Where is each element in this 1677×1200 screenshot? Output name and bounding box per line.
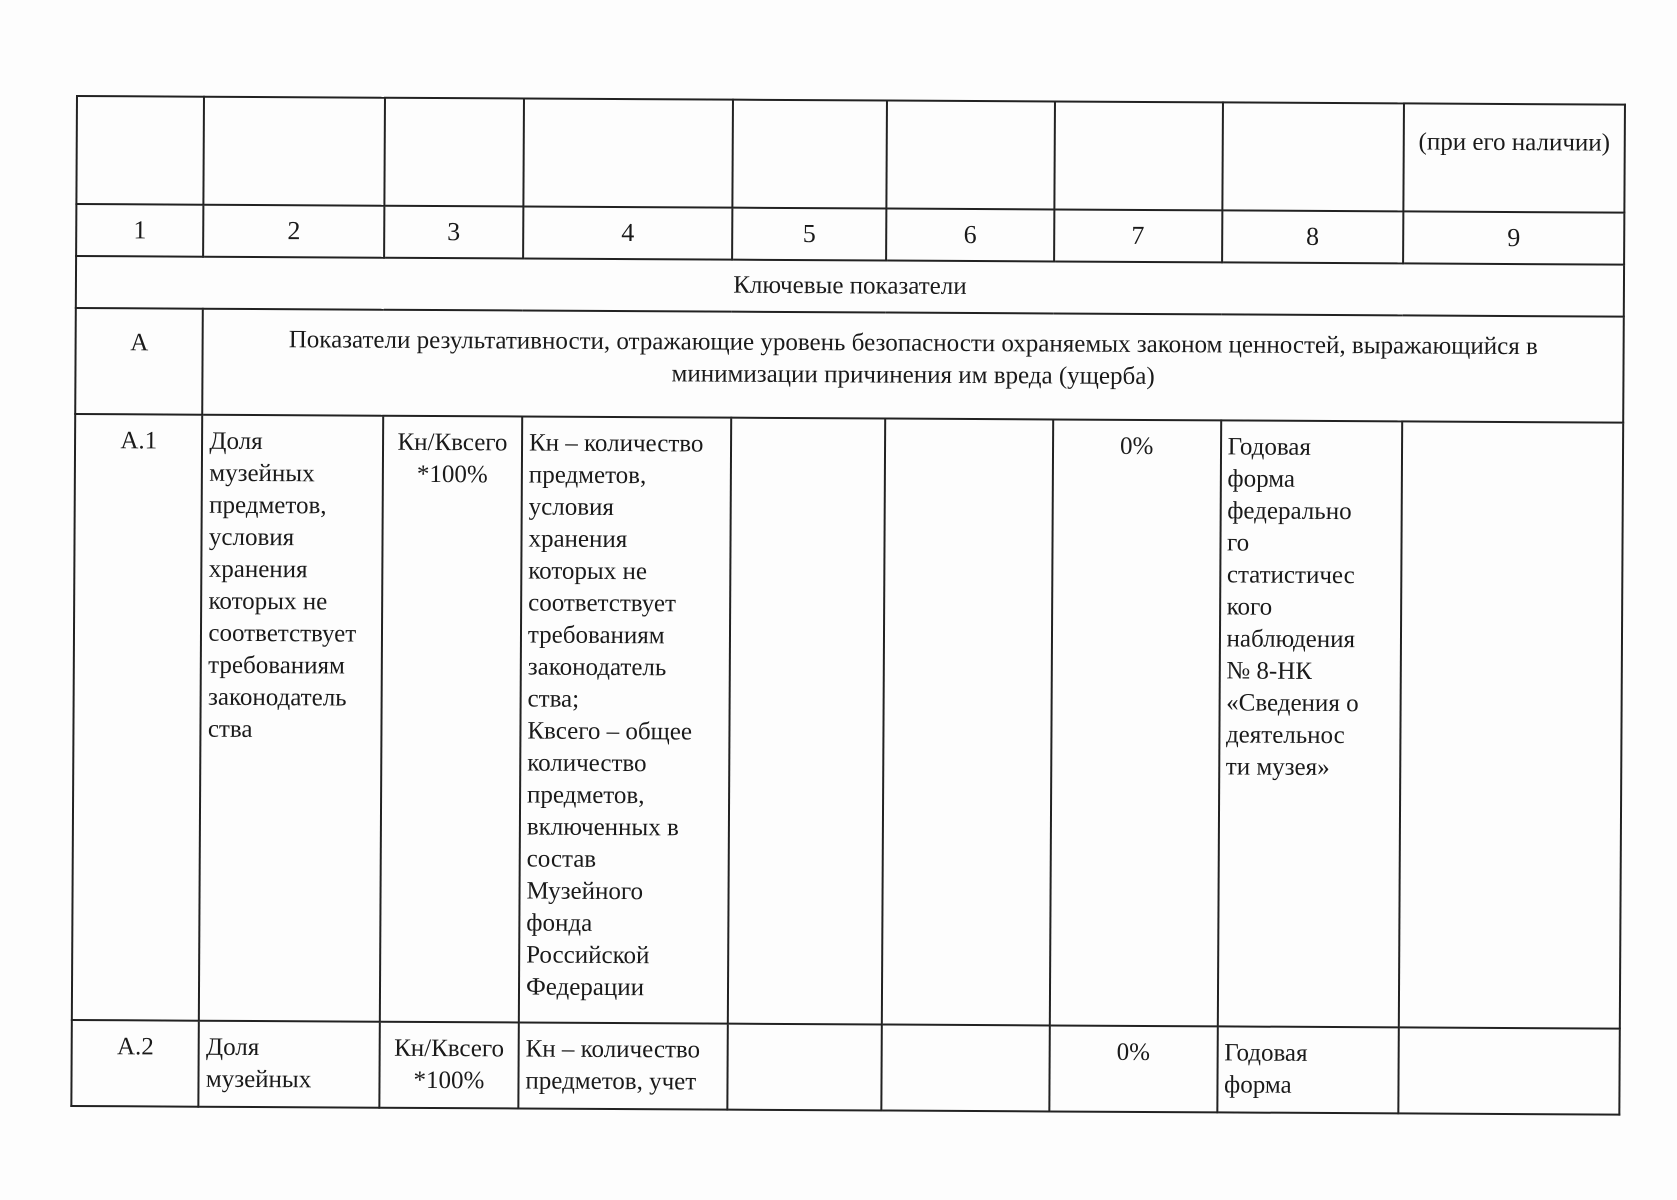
header-cell-3 xyxy=(384,98,524,207)
text-line: форма xyxy=(1223,1071,1292,1099)
header-cell-6 xyxy=(886,101,1054,210)
column-number: 9 xyxy=(1403,211,1624,264)
indicator-name xyxy=(199,1021,380,1108)
text-line: Годовая xyxy=(1224,1039,1308,1067)
indicator-formula xyxy=(379,1022,519,1109)
text-line: которых не xyxy=(528,557,648,586)
column-number: 5 xyxy=(732,208,886,261)
indicator-name xyxy=(199,415,383,1022)
text-line: ти музея» xyxy=(1225,753,1330,782)
group-row xyxy=(75,308,1624,423)
column-number: 2 xyxy=(204,205,385,258)
text-line: условия xyxy=(208,523,295,552)
indicator-code: А.1 xyxy=(72,414,203,1021)
text-line: состав xyxy=(526,845,597,873)
indicator-code: А.2 xyxy=(71,1020,199,1107)
header-cell-5 xyxy=(733,100,888,209)
text-line: ства; xyxy=(527,685,580,713)
indicator-comment xyxy=(518,1022,728,1109)
text-line: количество xyxy=(527,749,647,778)
text-line: Кн/Квсего xyxy=(397,428,508,457)
indicator-source xyxy=(1217,1026,1399,1113)
text-line: ства xyxy=(207,715,253,743)
header-cell-1 xyxy=(76,96,204,205)
text-line: *100% xyxy=(416,460,488,489)
header-cell-4 xyxy=(523,99,733,208)
text-line: Федерации xyxy=(525,973,645,1002)
text-line: условия xyxy=(528,493,615,522)
table-row xyxy=(71,1020,1619,1115)
text-line: форма xyxy=(1227,465,1296,493)
group-code: А xyxy=(75,308,203,415)
column-number-row xyxy=(76,204,1624,265)
column-number: 1 xyxy=(76,204,204,257)
indicator-formula xyxy=(380,416,522,1023)
header-cell-8 xyxy=(1222,102,1404,211)
text-line: которых не xyxy=(208,587,328,616)
text-line: Квсего – общее xyxy=(527,717,693,746)
indicator-source xyxy=(1217,420,1402,1027)
text-line: № 8-НК xyxy=(1226,657,1313,685)
text-line: го xyxy=(1227,529,1250,557)
text-line: соответствует xyxy=(208,619,357,648)
text-line: статистичес xyxy=(1226,561,1355,590)
table-row xyxy=(72,414,1623,1029)
text-line: Кн/Квсего xyxy=(394,1034,505,1063)
text-line: предметов, xyxy=(526,781,645,810)
text-line: требованиям xyxy=(527,621,665,650)
text-line: предметов, учет xyxy=(525,1067,697,1096)
text-line: Музейного xyxy=(526,877,644,906)
text-line: деятельнос xyxy=(1225,721,1345,750)
text-line: «Сведения о xyxy=(1226,689,1359,718)
text-line: музейных xyxy=(209,459,315,488)
header-continuation-row xyxy=(76,96,1625,213)
text-line: хранения xyxy=(528,525,628,554)
text-line: федерально xyxy=(1227,497,1352,526)
text-line: *100% xyxy=(413,1066,485,1095)
column-number: 8 xyxy=(1222,210,1404,263)
indicator-col6 xyxy=(882,419,1053,1026)
text-line: музейных xyxy=(205,1065,312,1094)
indicators-table xyxy=(70,95,1626,1116)
text-line: предметов, xyxy=(528,461,647,490)
text-line: Доля xyxy=(209,427,263,456)
indicator-col5 xyxy=(727,1024,881,1111)
text-line: Кн – количество xyxy=(528,429,704,458)
indicator-col9 xyxy=(1399,421,1623,1028)
column-number: 4 xyxy=(523,207,732,260)
text-line: Кн – количество xyxy=(525,1035,701,1064)
header-cell-9-note: (при его наличии) xyxy=(1403,103,1624,212)
section-row xyxy=(76,256,1624,317)
header-cell-7 xyxy=(1054,101,1222,210)
indicator-col5 xyxy=(728,418,885,1025)
text-line: требованиям xyxy=(208,651,345,680)
text-line: Российской xyxy=(526,941,650,970)
text-line: предметов, xyxy=(209,491,327,520)
section-title: Ключевые показатели xyxy=(76,256,1624,317)
text-line: законодатель xyxy=(207,683,347,712)
group-title: Показатели результативности, отражающие уровень безопасности охраняемых законом ценностей, выражающийся в минимизации причинения им вреда (ущерба) xyxy=(203,309,1624,423)
text-line: соответствует xyxy=(528,589,677,618)
indicator-target: 0% xyxy=(1049,1025,1217,1112)
text-line: законодатель xyxy=(527,653,667,682)
indicator-col9 xyxy=(1398,1027,1619,1114)
header-cell-2 xyxy=(204,97,385,206)
text-line: Доля xyxy=(206,1033,260,1062)
column-number: 7 xyxy=(1054,209,1222,262)
text-line: включенных в xyxy=(526,813,679,842)
text-line: хранения xyxy=(208,555,308,584)
indicator-col6 xyxy=(881,1025,1049,1112)
column-number: 6 xyxy=(886,209,1054,262)
text-line: Годовая xyxy=(1227,433,1312,461)
text-line: кого xyxy=(1226,593,1273,621)
indicator-comment xyxy=(519,416,732,1023)
text-line: наблюдения xyxy=(1226,625,1356,654)
indicator-target: 0% xyxy=(1050,419,1221,1026)
text-line: фонда xyxy=(526,909,593,937)
column-number: 3 xyxy=(384,206,523,259)
